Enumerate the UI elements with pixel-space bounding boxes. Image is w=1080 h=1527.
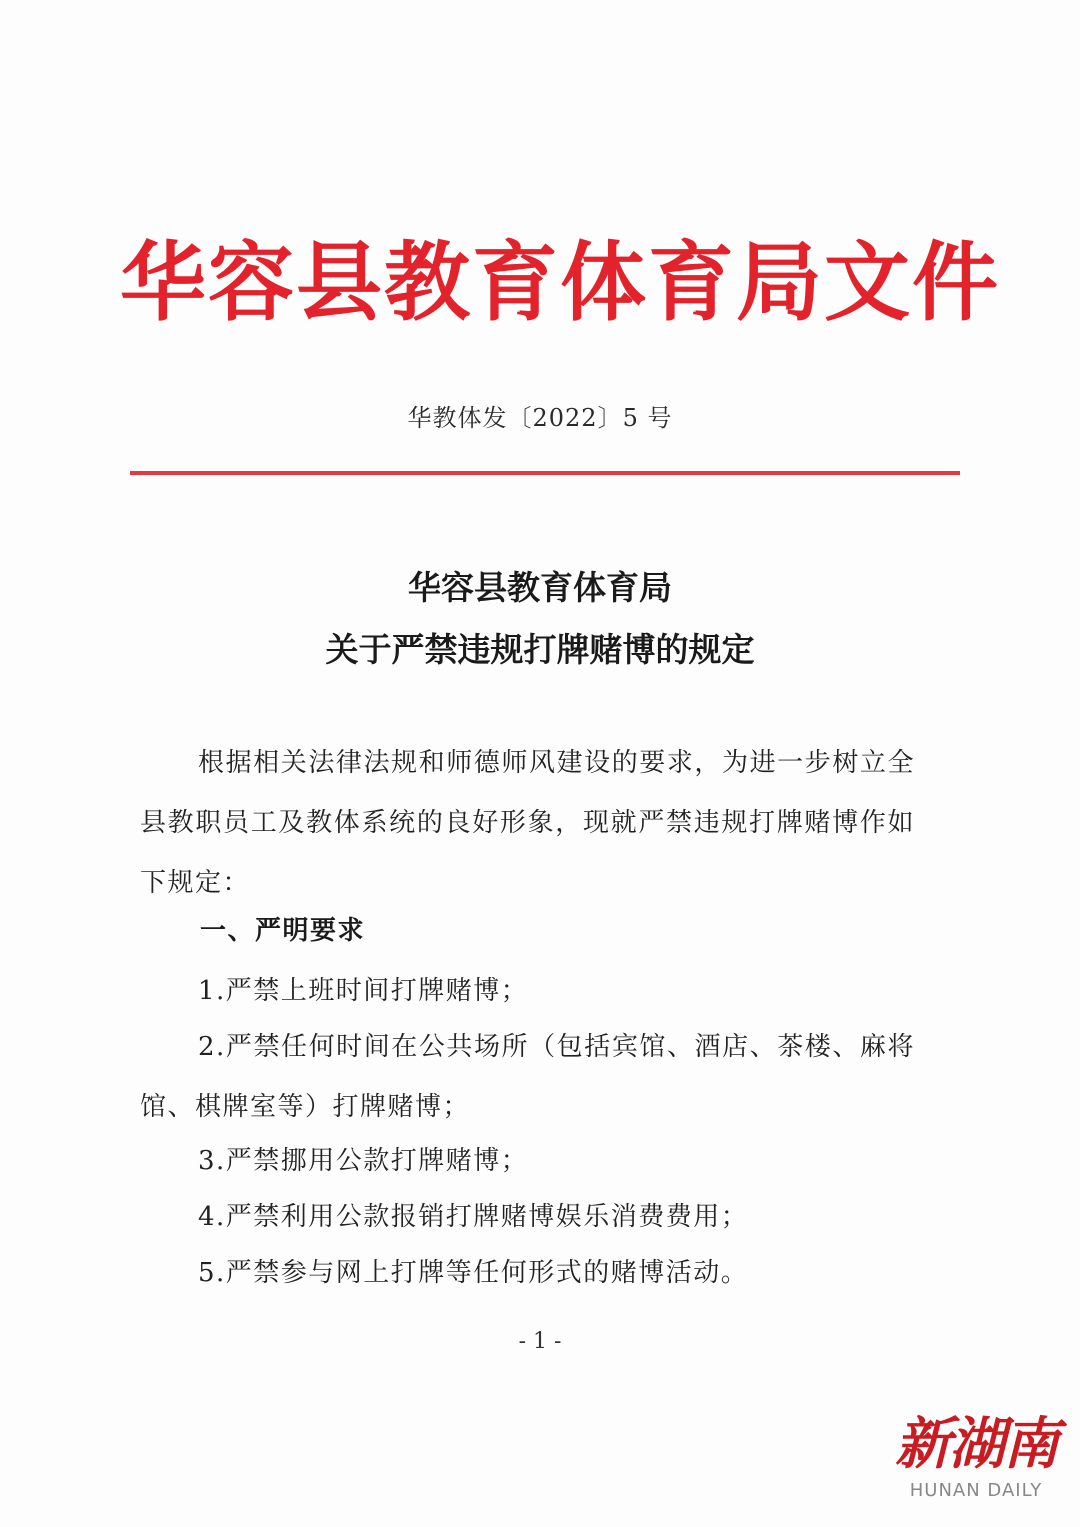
document-title-line-2: 关于严禁违规打牌赌博的规定 (325, 630, 755, 669)
document-title-line-1: 华容县教育体育局 (408, 568, 672, 607)
rule-item-4: 4.严禁利用公款报销打牌赌博娱乐消费费用； (198, 1202, 749, 1232)
watermark-logo: 新湖南 (895, 1411, 1057, 1477)
page-number: - 1 - (518, 1329, 562, 1354)
section-heading: 一、严明要求 (200, 916, 366, 946)
intro-paragraph: 根据相关法律法规和师德师风建设的要求，为进一步树立全县教职员工及教体系统的良好形象，现就严禁违规打牌赌博作如下规定： (140, 748, 915, 898)
rule-item-1: 1.严禁上班时间打牌赌博； (198, 976, 529, 1006)
issuer-header: 华容县教育体育局文件 (120, 232, 1000, 333)
rule-item-3: 3.严禁挪用公款打牌赌博； (198, 1146, 529, 1176)
rule-item-5: 5.严禁参与网上打牌等任何形式的赌博活动。 (198, 1258, 749, 1288)
hunan-daily-watermark (886, 1409, 1066, 1519)
watermark-subtitle: HUNAN DAILY (909, 1480, 1043, 1501)
rule-item-2: 2.严禁任何时间在公共场所（包括宾馆、酒店、茶楼、麻将馆、棋牌室等）打牌赌博； (140, 1032, 915, 1122)
red-divider-line (130, 471, 960, 475)
document-number: 华教体发〔2022〕5 号 (407, 404, 673, 432)
